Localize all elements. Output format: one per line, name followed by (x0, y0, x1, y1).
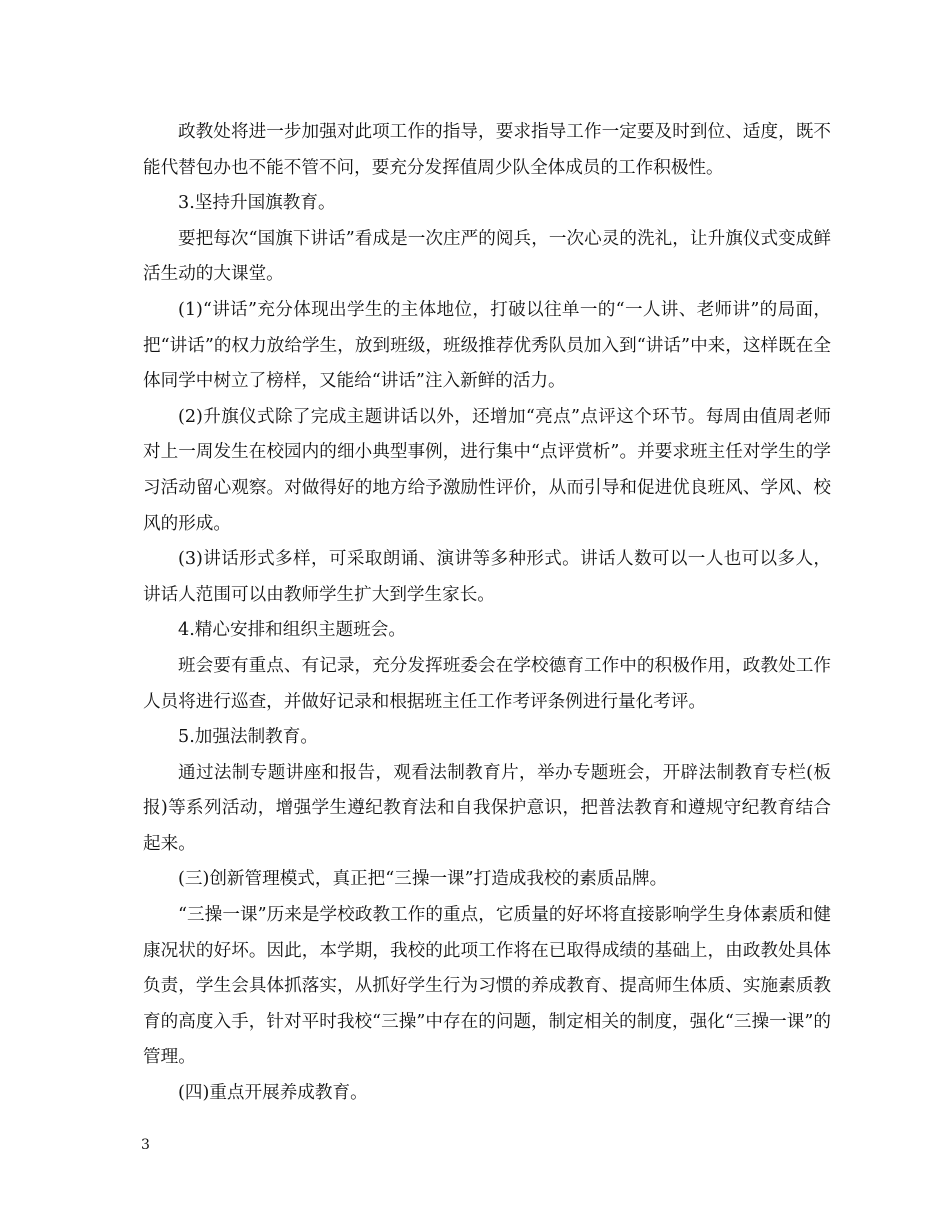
section-heading: 4.精心安排和组织主题班会。 (178, 620, 406, 641)
list-item: (1)“讲话”充分体现出学生的主体地位，打破以往单一的“一人讲、老师讲”的局面，把“讲话”的权力放给学生，放到班级，班级推荐优秀队员加入到“讲话”中来，这样既在全体同学中树立了榜样，又能给“讲话”注入新鲜的活力。 (143, 299, 831, 392)
list-item: (3)讲话形式多样，可采取朗诵、演讲等多种形式。讲话人数可以一人也可以多人，讲话人范围可以由教师学生扩大到学生家长。 (143, 549, 831, 605)
list-item: (2)升旗仪式除了完成主题讲话以外，还增加“亮点”点评这个环节。每周由值周老师对上一周发生在校园内的细小典型事例，进行集中“点评赏析”。并要求班主任对学生的学习活动留心观察。对做得好的地方给予激励性评价，从而引导和促进优良班风、学风、校风的形成。 (143, 406, 831, 534)
page-number: 3 (141, 1137, 150, 1153)
section-heading: (三)创新管理模式，真正把“三操一课”打造成我校的素质品牌。 (178, 869, 668, 890)
document-body (143, 115, 831, 1112)
section-heading: (四)重点开展养成教育。 (178, 1083, 368, 1104)
section-heading: 5.加强法制教育。 (178, 727, 318, 748)
paragraph: 政教处将进一步加强对此项工作的指导，要求指导工作一定要及时到位、适度，既不能代替包办也不能不管不问，要充分发挥值周少队全体成员的工作积极性。 (143, 122, 831, 178)
paragraph: “三操一课”历来是学校政教工作的重点，它质量的好坏将直接影响学生身体素质和健康况状的好坏。因此，本学期，我校的此项工作将在已取得成绩的基础上，由政教处具体负责，学生会具体抓落实，从抓好学生行为习惯的养成教育、提高师生体质、实施素质教育的高度入手，针对平时我校“三操”中存在的问题，制定相关的制度，强化“三操一课”的管理。 (143, 905, 831, 1068)
paragraph: 班会要有重点、有记录，充分发挥班委会在学校德育工作中的积极作用，政教处工作人员将进行巡查，并做好记录和根据班主任工作考评条例进行量化考评。 (143, 655, 831, 712)
section-heading: 3.坚持升国旗教育。 (178, 193, 336, 214)
paragraph: 通过法制专题讲座和报告，观看法制教育片，举办专题班会，开辟法制教育专栏(板报)等系列活动，增强学生遵纪教育法和自我保护意识，把普法教育和遵规守纪教育结合起来。 (143, 762, 831, 854)
paragraph: 要把每次“国旗下讲话”看成是一次庄严的阅兵，一次心灵的洗礼，让升旗仪式变成鲜活生动的大课堂。 (143, 228, 831, 285)
